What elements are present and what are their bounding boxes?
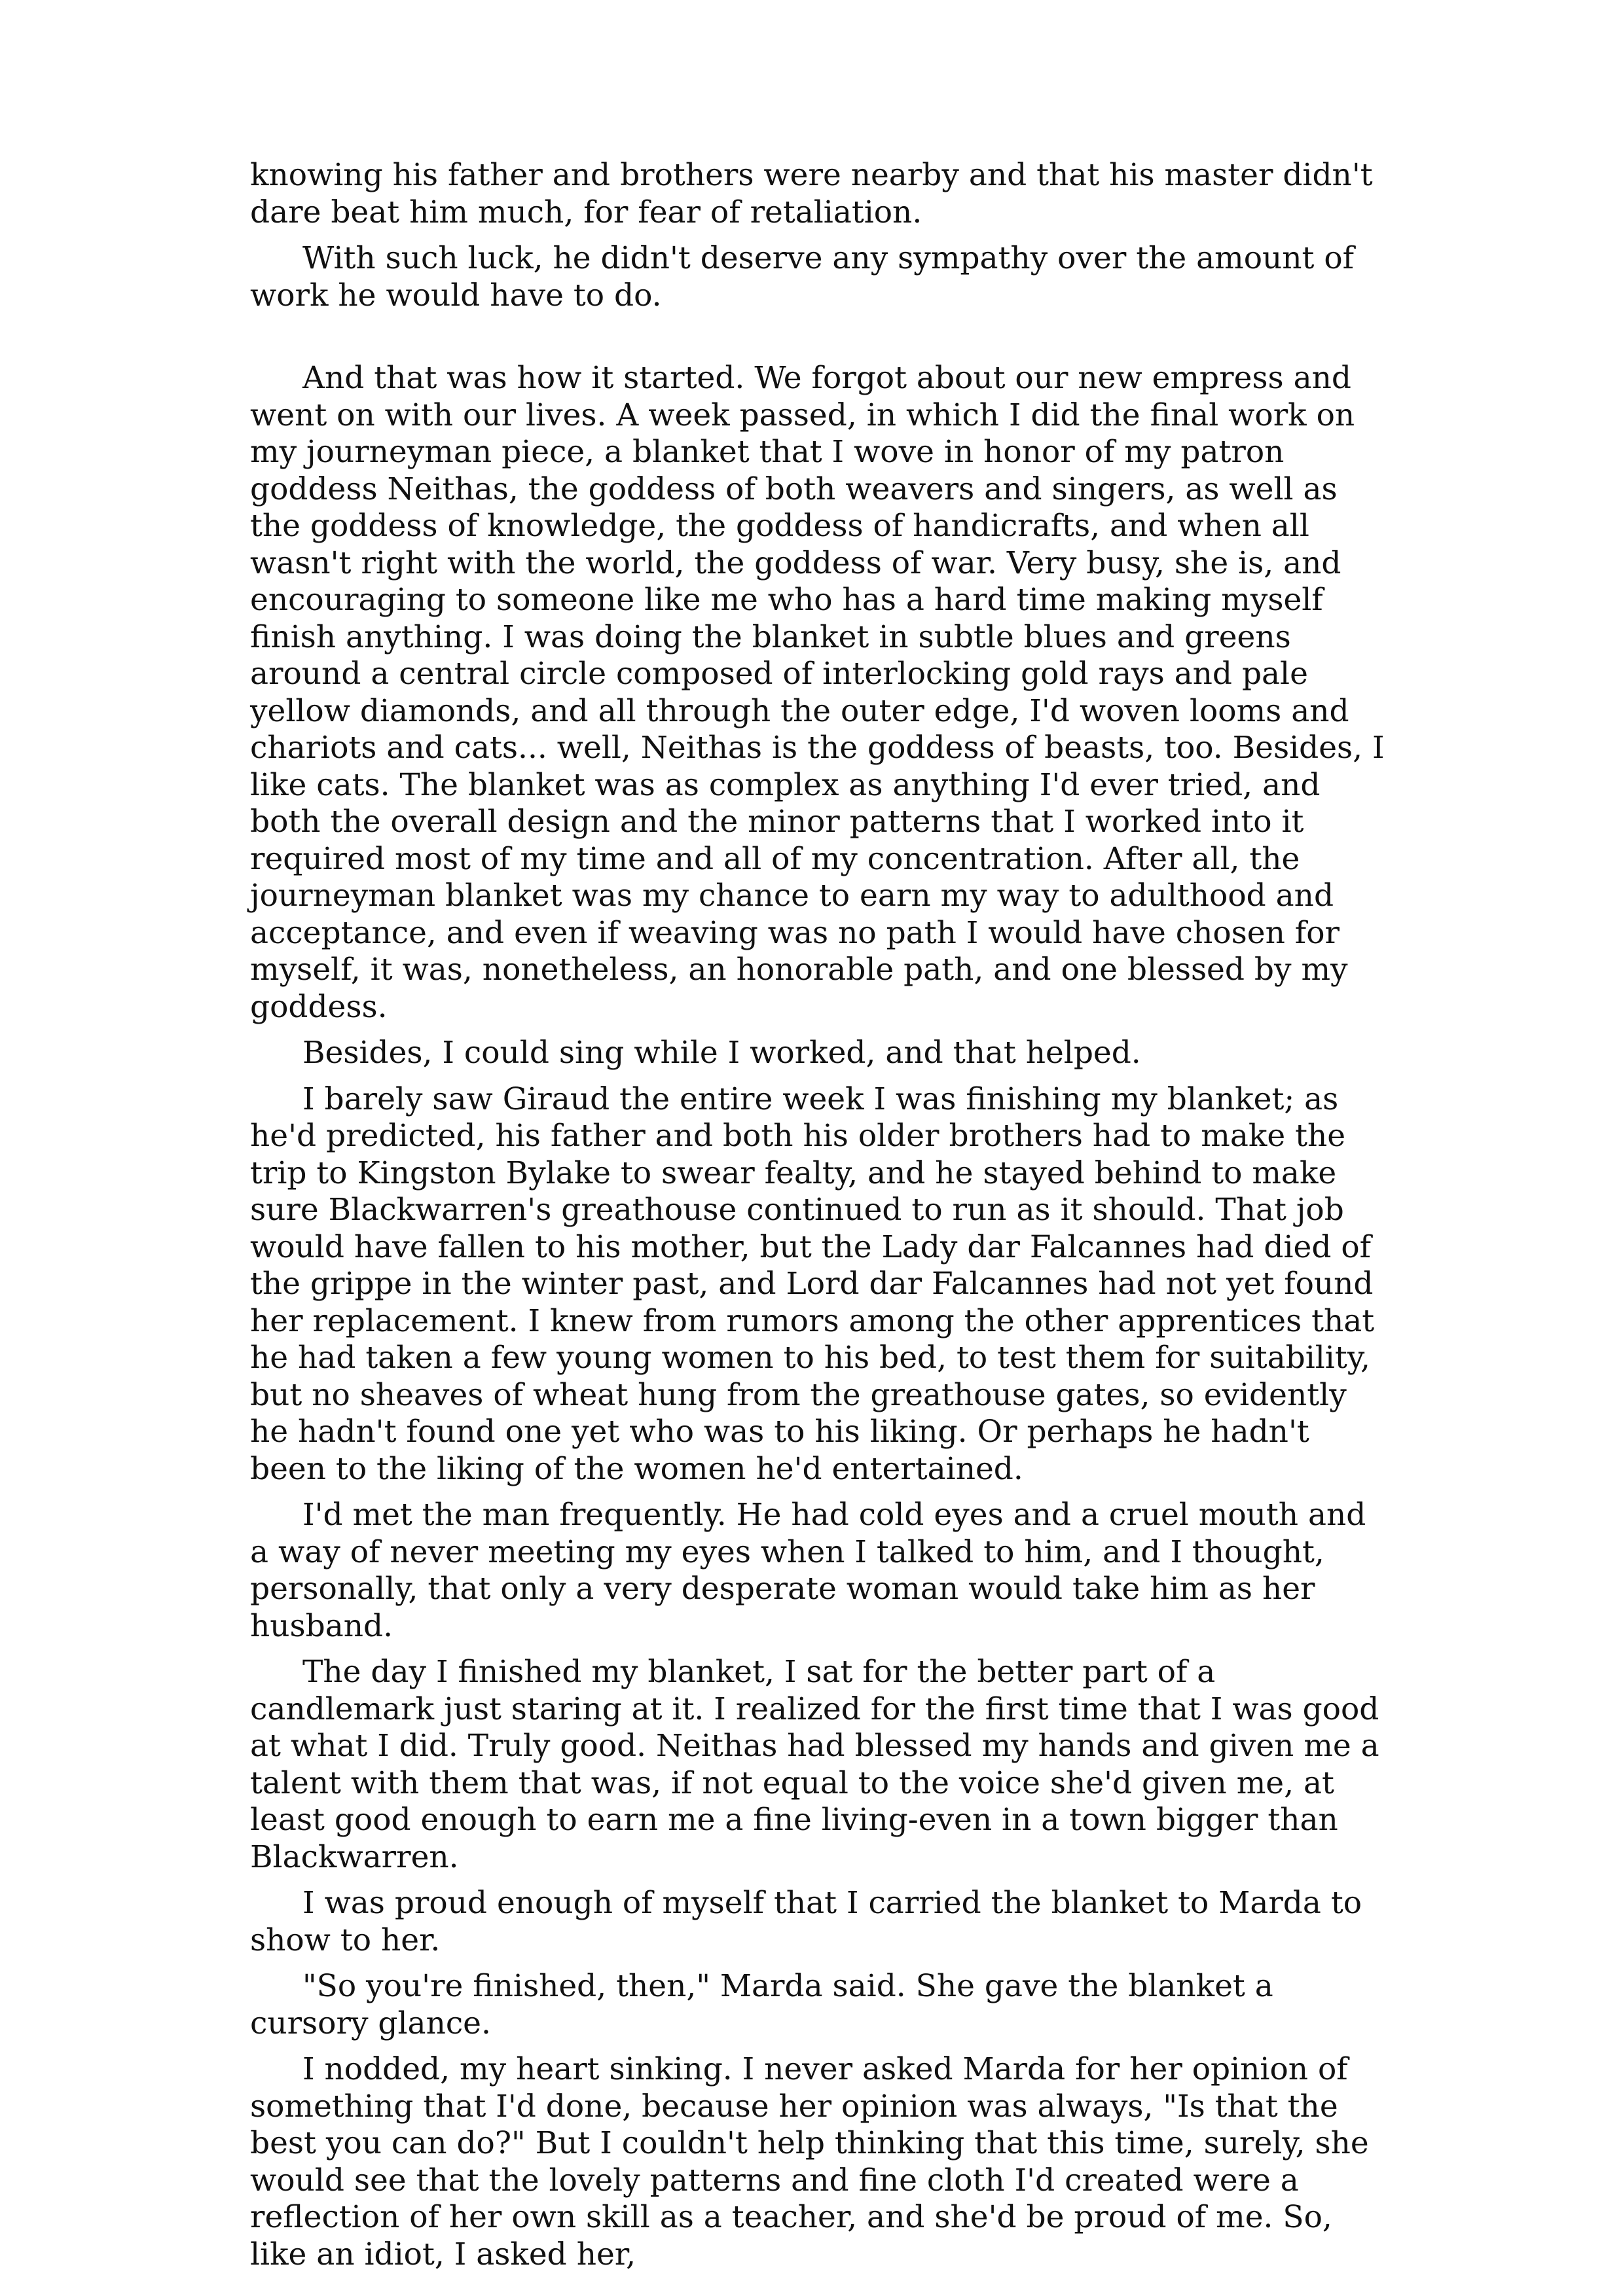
paragraph: Besides, I could sing while I worked, and that helped.	[302, 1035, 1141, 1071]
paragraph: I barely saw Giraud the entire week I was finishing my blanket; as he'd predicted, his father and both his older brothers had to make the trip to Kingston Bylake to swear fealty, and he stayed behind to make sure Blackwarren's greathouse continued to run as it should. That job would have fallen to his mother, but the Lady dar Falcannes had died of the grippe in the winter past, and Lord dar Falcannes had not yet found her replacement. I knew from rumors among the other apprentices that he had taken a few young women to his bed, to test them for suitability, but no sheaves of wheat hung from the greathouse gates, so evidently he hadn't found one yet who was to his liking. Or perhaps he hadn't been to the liking of the women he'd entertained.	[250, 1081, 1375, 1487]
paragraph: I'd met the man frequently. He had cold eyes and a cruel mouth and a way of never meeting my eyes when I talked to him, and I thought, personally, that only a very desperate woman would take him as her husband.	[250, 1497, 1366, 1644]
paragraph: I was proud enough of myself that I carried the blanket to Marda to show to her.	[250, 1885, 1362, 1958]
paragraph: "So you're finished, then," Marda said. She gave the blanket a cursory glance.	[250, 1968, 1273, 2041]
paragraph: I nodded, my heart sinking. I never asked Marda for her opinion of something that I'd done, because her opinion was always, "Is that the best you can do?" But I couldn't help thinking that this time, surely, she would see that the lovely patterns and fine cloth I'd created were a reflection of her own skill as a teacher, and she'd be proud of me. So, like an idiot, I asked her,	[250, 2051, 1369, 2272]
page-body-text	[250, 157, 1389, 2282]
paragraph-continued: knowing his father and brothers were nearby and that his master didn't dare beat him much, for fear of retaliation.	[250, 157, 1373, 230]
paragraph: The day I finished my blanket, I sat for the better part of a candlemark just staring at it. I realized for the first time that I was good at what I did. Truly good. Neithas had blessed my hands and given me a talent with them that was, if not equal to the voice she'd given me, at least good enough to earn me a fine living-even in a town bigger than Blackwarren.	[250, 1654, 1379, 1875]
paragraph-section-start: And that was how it started. We forgot about our new empress and went on with our lives. A week passed, in which I did the final work on my journeyman piece, a blanket that I wove in honor of my patron goddess Neithas, the goddess of both weavers and singers, as well as the goddess of knowledge, the goddess of handicrafts, and when all wasn't right with the world, the goddess of war. Very busy, she is, and encouraging to someone like me who has a hard time making myself finish anything. I was doing the blanket in subtle blues and greens around a central circle composed of interlocking gold rays and pale yellow diamonds, and all through the outer edge, I'd woven looms and chariots and cats... well, Neithas is the goddess of beasts, too. Besides, I like cats. The blanket was as complex as anything I'd ever tried, and both the overall design and the minor patterns that I worked into it required most of my time and all of my concentration. After all, the journeyman blanket was my chance to earn my way to adulthood and acceptance, and even if weaving was no path I would have chosen for myself, it was, nonetheless, an honorable path, and one blessed by my goddess.	[250, 360, 1385, 1025]
paragraph: With such luck, he didn't deserve any sympathy over the amount of work he would have to do.	[250, 240, 1355, 314]
